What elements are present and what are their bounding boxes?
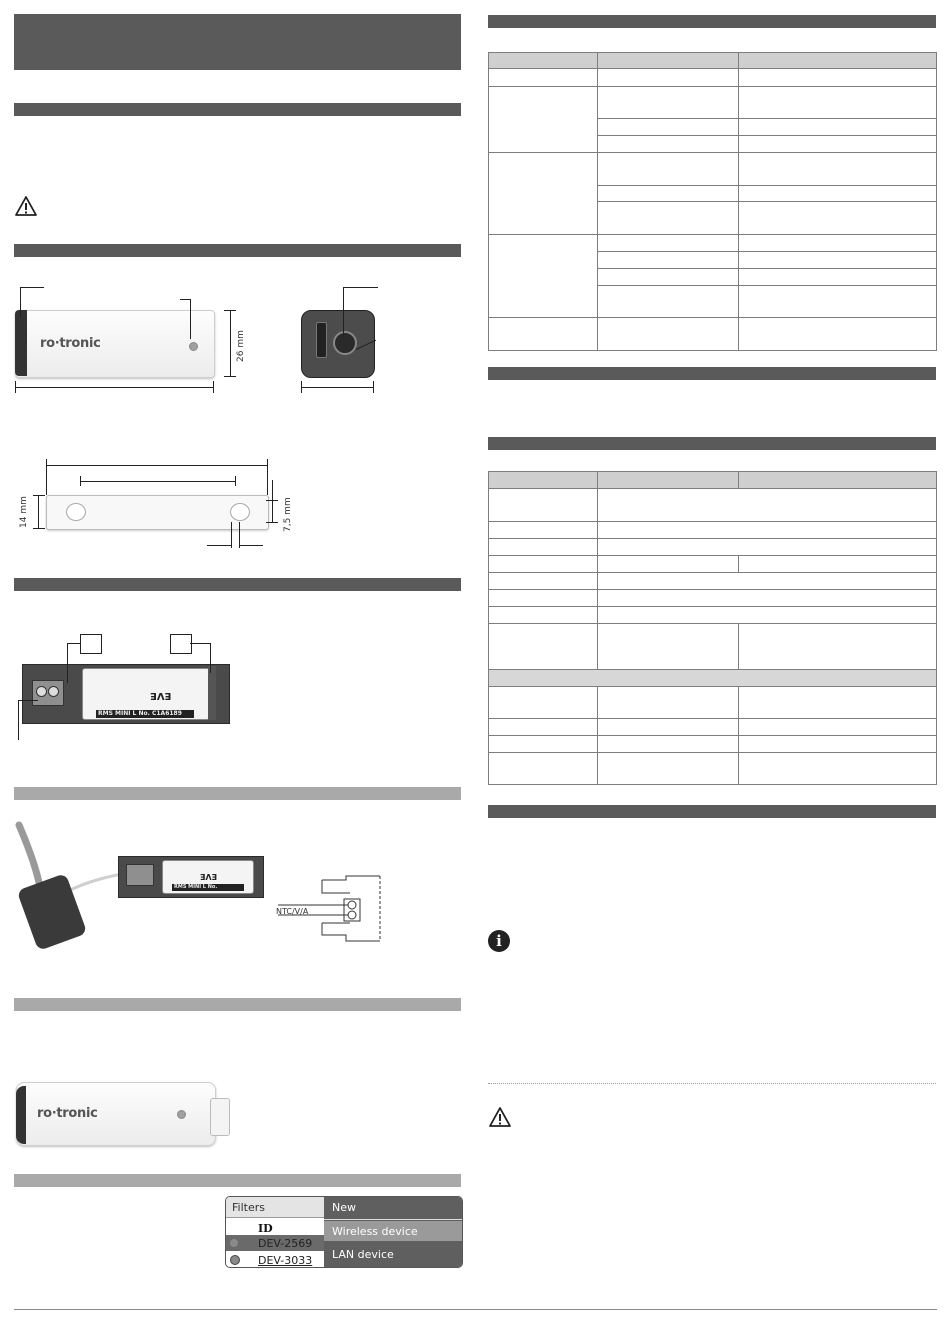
terminal-screw bbox=[48, 686, 59, 697]
section-header-9 bbox=[488, 437, 936, 450]
section-header-10 bbox=[488, 805, 936, 818]
terminal-block-2 bbox=[126, 864, 154, 886]
callout-line bbox=[20, 287, 44, 288]
dimension-line bbox=[38, 495, 39, 528]
dimension-line bbox=[231, 522, 232, 548]
callout-line bbox=[343, 287, 378, 288]
logo-perspective: ro·tronic bbox=[37, 1106, 98, 1121]
callout-line bbox=[343, 287, 344, 337]
dimension-tick bbox=[266, 500, 278, 501]
dimension-line bbox=[272, 480, 273, 522]
device-perspective-endcap bbox=[16, 1086, 26, 1144]
dimension-line bbox=[230, 310, 231, 376]
label-box-1 bbox=[80, 634, 102, 654]
dimension-tick bbox=[224, 310, 236, 311]
id-column-header[interactable]: ID bbox=[258, 1222, 273, 1235]
section-header-1 bbox=[14, 103, 461, 116]
dimension-line bbox=[46, 465, 47, 495]
end-slot bbox=[316, 322, 327, 358]
terminal-label: NTC/V/A bbox=[276, 907, 309, 916]
section-header-4 bbox=[14, 787, 461, 800]
dotted-divider bbox=[488, 1083, 936, 1084]
dimension-label-14: 14 mm bbox=[19, 496, 29, 528]
bracket-hole-left bbox=[66, 503, 86, 521]
dimension-line bbox=[267, 465, 268, 495]
dimension-tick bbox=[80, 476, 81, 486]
device-front-endcap bbox=[15, 310, 27, 376]
section-header-5 bbox=[14, 998, 461, 1011]
dimension-line bbox=[80, 481, 235, 482]
section-header-6 bbox=[14, 1174, 461, 1187]
section-header-3 bbox=[14, 578, 461, 591]
callout-line bbox=[180, 299, 190, 300]
section-header-2 bbox=[14, 244, 461, 257]
device-side-clip bbox=[210, 1098, 230, 1136]
device-status-dot-1 bbox=[230, 1239, 238, 1247]
dimension-tick bbox=[33, 495, 45, 496]
specification-table-1 bbox=[488, 52, 937, 351]
info-icon: i bbox=[488, 930, 510, 952]
battery-label-2: RMS MINI L No. bbox=[174, 884, 218, 890]
device-led bbox=[189, 342, 198, 351]
end-connector bbox=[333, 331, 357, 355]
logo-front: ro·tronic bbox=[40, 336, 101, 351]
dimension-tick bbox=[235, 476, 236, 486]
label-box-2 bbox=[170, 634, 192, 654]
callout-line bbox=[18, 700, 19, 740]
warning-icon bbox=[14, 195, 38, 217]
callout-line bbox=[20, 287, 21, 317]
bracket-hole-right bbox=[230, 503, 250, 521]
menu-item-new[interactable]: New bbox=[332, 1201, 356, 1214]
callout-line bbox=[67, 643, 68, 683]
dimension-label-26: 26 mm bbox=[236, 330, 246, 362]
menu-item-wireless-device[interactable]: Wireless device bbox=[332, 1225, 418, 1238]
dimension-line bbox=[46, 465, 267, 466]
warning-icon bbox=[488, 1106, 512, 1128]
dimension-line bbox=[301, 387, 373, 388]
callout-line bbox=[67, 643, 80, 644]
device-led-2 bbox=[177, 1110, 186, 1119]
callout-line bbox=[190, 299, 191, 339]
software-device-list bbox=[225, 1196, 463, 1268]
battery-brand: EVE bbox=[150, 690, 172, 701]
device-row-2[interactable]: DEV-3033 bbox=[258, 1254, 313, 1267]
dimension-tick bbox=[224, 376, 236, 377]
dimension-line bbox=[239, 545, 263, 546]
battery-brand-2: EVE bbox=[200, 872, 218, 881]
dimension-line bbox=[15, 387, 213, 388]
dimension-tick bbox=[15, 381, 16, 393]
terminal-screw bbox=[36, 686, 47, 697]
menu-item-lan-device[interactable]: LAN device bbox=[332, 1248, 394, 1261]
section-header-7 bbox=[488, 15, 936, 28]
filters-label[interactable]: Filters bbox=[232, 1201, 265, 1214]
callout-line bbox=[18, 700, 38, 701]
battery-holder-right bbox=[208, 666, 216, 720]
dimension-tick bbox=[213, 381, 214, 393]
device-row-1[interactable]: DEV-2569 bbox=[258, 1237, 313, 1250]
dimension-tick bbox=[301, 381, 302, 393]
menu-separator bbox=[324, 1219, 462, 1220]
section-header-8 bbox=[488, 367, 936, 380]
dimension-line bbox=[207, 545, 231, 546]
title-block bbox=[14, 14, 461, 70]
dimension-tick bbox=[373, 381, 374, 393]
callout-line bbox=[210, 643, 211, 673]
dimension-label-7-5: 7,5 mm bbox=[283, 497, 293, 532]
footer-rule bbox=[14, 1309, 937, 1310]
device-status-dot-2 bbox=[230, 1255, 240, 1265]
specification-table-2 bbox=[488, 471, 937, 785]
callout-line bbox=[190, 643, 210, 644]
dimension-tick bbox=[33, 528, 45, 529]
battery-label: RMS MINI L No. C1A6189 bbox=[98, 710, 182, 717]
dimension-tick bbox=[266, 522, 278, 523]
